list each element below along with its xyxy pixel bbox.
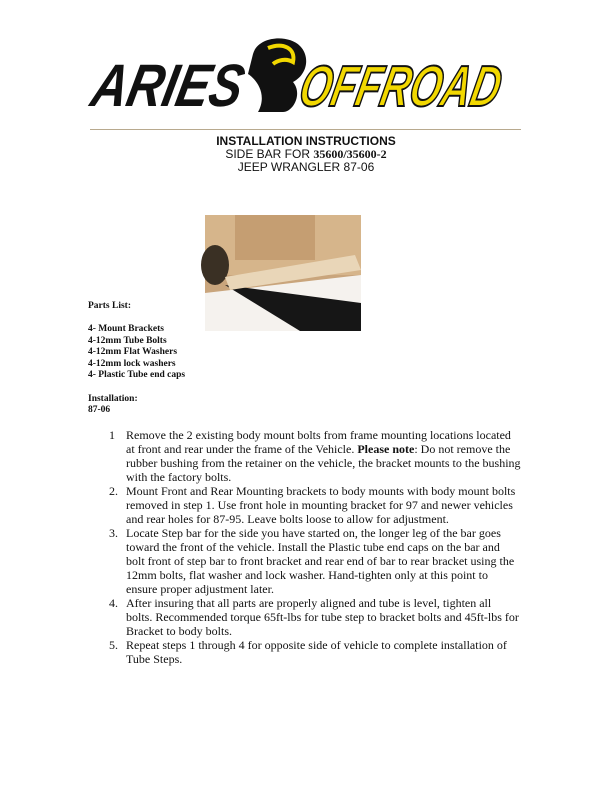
step-number: 3. [109,526,118,540]
step-4-line: After insuring that all parts are properly aligned and tube is level, tighten all [126,596,492,610]
step-number: 1 [109,428,115,442]
step-3-line: Locate Step bar for the side you have started on, the longer leg of the bar goes [126,526,501,540]
step-3-line: bolt front of step bar to front bracket and rear end of bar to rear bracket using the [126,554,515,568]
parts-list [88,324,185,382]
vehicle-model: JEEP WRANGLER 87-06 [237,160,375,174]
step-1-line: with the factory bolts. [126,470,232,484]
step-number: 5. [109,638,118,652]
step-3-line: 12mm bolts, flat washer and lock washer. Hand-tighten only at this point to [126,568,488,582]
parts-list-heading: Parts List: [88,301,132,311]
step-1-line: at front and rear under the frame of the Vehicle. Please note: Do not remove the [126,442,511,456]
product-photo [205,215,361,331]
aries-offroad-logo [85,34,595,119]
step-number: 4. [109,596,118,610]
step-2-line: and rear holes for 87-95. Leave bolts loose to allow for adjustment. [126,512,449,526]
list-item: 4-12mm Tube Bolts [88,335,167,346]
step-4-line: bolts. Recommended torque 65ft-lbs for tube step to bracket bolts and 45ft-lbs for [126,610,519,624]
header-divider [90,129,521,130]
svg-text:ARIES: ARIES [85,51,284,119]
installation-heading: Installation: [88,394,138,404]
step-number: 2. [109,484,118,498]
list-item: 4- Plastic Tube end caps [88,370,186,380]
document-subtitle: SIDE BAR FOR 35600/35600-2 [225,147,387,161]
installation-years: 87-06 [88,405,111,415]
document-title: INSTALLATION INSTRUCTIONS [216,134,396,148]
list-item: 4-12mm lock washers [88,358,176,369]
step-4-line: Bracket to body bolts. [126,624,232,638]
step-5-line: Repeat steps 1 through 4 for opposite side of vehicle to complete installation of [126,638,507,652]
step-3-line: ensure proper adjustment later. [126,582,274,596]
list-item: 4- Mount Brackets [88,324,164,334]
step-2-line: Mount Front and Rear Mounting brackets to body mounts with body mount bolts [126,484,516,498]
svg-text:OFFROAD: OFFROAD [293,54,595,119]
step-2-line: removed in step 1. Use front hole in mounting bracket for 97 and newer vehicles [126,498,513,512]
step-3-line: toward the front of the vehicle. Install the Plastic tube end caps on the bar and [126,540,500,554]
step-1-line: Remove the 2 existing body mount bolts from frame mounting locations located [126,428,511,442]
list-item: 4-12mm Flat Washers [88,347,178,357]
step-1-line: rubber bushing from the retainer on the vehicle, the bracket mounts to the bushing [126,456,521,470]
step-5-line: Tube Steps. [126,652,183,666]
